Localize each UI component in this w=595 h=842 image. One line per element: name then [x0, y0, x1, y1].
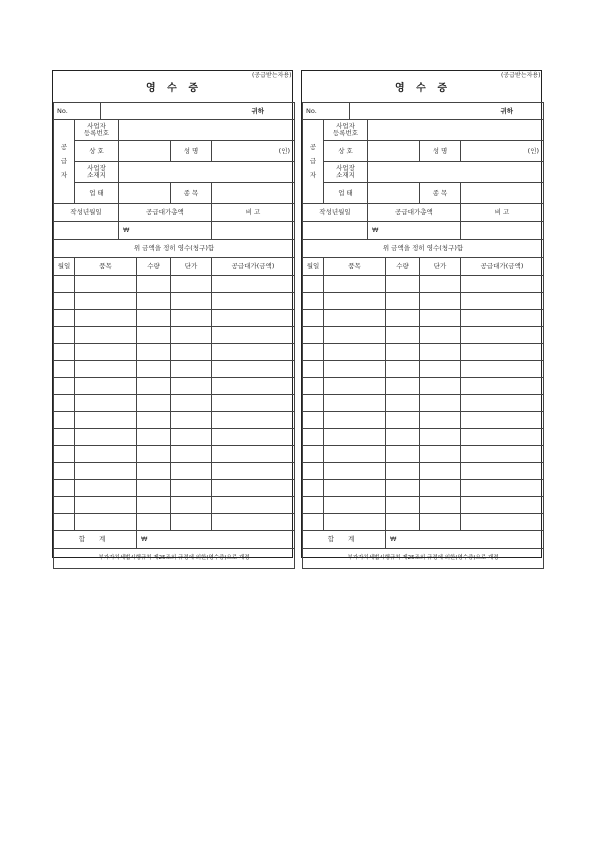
item-name-cell[interactable]: [324, 446, 386, 463]
item-name-cell[interactable]: [75, 361, 137, 378]
item-qty-cell[interactable]: [137, 497, 171, 514]
item-amount-cell[interactable]: [212, 361, 295, 378]
item-name-cell[interactable]: [324, 310, 386, 327]
item-unit-price-cell[interactable]: [420, 480, 461, 497]
item-qty-cell[interactable]: [386, 361, 420, 378]
item-row: [303, 276, 544, 293]
total-field[interactable]: ₩: [386, 531, 544, 549]
item-qty-cell[interactable]: [386, 480, 420, 497]
item-date-cell[interactable]: [303, 344, 324, 361]
item-unit-price-cell[interactable]: [171, 429, 212, 446]
item-date-cell[interactable]: [54, 446, 75, 463]
item-qty-cell[interactable]: [137, 344, 171, 361]
item-row: [303, 497, 544, 514]
item-row: [54, 395, 295, 412]
item-qty-cell[interactable]: [386, 446, 420, 463]
date-field[interactable]: [54, 222, 119, 240]
item-name-cell[interactable]: [324, 412, 386, 429]
item-amount-cell[interactable]: [212, 395, 295, 412]
item-unit-price-cell[interactable]: [171, 293, 212, 310]
item-amount-cell[interactable]: [212, 463, 295, 480]
item-date-cell[interactable]: [54, 429, 75, 446]
col-header-item: 품목: [75, 258, 137, 276]
item-name-cell[interactable]: [75, 463, 137, 480]
item-amount-cell[interactable]: [461, 344, 544, 361]
item-qty-cell[interactable]: [137, 412, 171, 429]
category-label: 종 목: [171, 183, 212, 204]
item-row: [303, 480, 544, 497]
item-qty-cell[interactable]: [386, 293, 420, 310]
col-header-qty: 수량: [386, 258, 420, 276]
item-date-cell[interactable]: [54, 497, 75, 514]
item-date-cell[interactable]: [54, 310, 75, 327]
item-row: [303, 429, 544, 446]
item-amount-cell[interactable]: [461, 276, 544, 293]
category-field[interactable]: [461, 183, 544, 204]
item-row: [54, 514, 295, 531]
item-qty-cell[interactable]: [386, 276, 420, 293]
item-date-cell[interactable]: [303, 463, 324, 480]
no-label: No.: [303, 103, 350, 120]
col-header-qty: 수량: [137, 258, 171, 276]
item-qty-cell[interactable]: [386, 395, 420, 412]
item-qty-cell[interactable]: [137, 276, 171, 293]
item-qty-cell[interactable]: [137, 378, 171, 395]
item-date-cell[interactable]: [54, 395, 75, 412]
date-field[interactable]: [303, 222, 368, 240]
address-label: 사업장 소재지: [324, 162, 368, 183]
item-date-cell[interactable]: [303, 429, 324, 446]
address-field[interactable]: [119, 162, 295, 183]
item-name-cell[interactable]: [324, 361, 386, 378]
name-label: 성 명: [171, 141, 212, 162]
item-qty-cell[interactable]: [386, 463, 420, 480]
item-unit-price-cell[interactable]: [420, 497, 461, 514]
receipt-table: [302, 71, 544, 569]
business-type-field[interactable]: [119, 183, 171, 204]
gwiha-label: 귀하: [101, 103, 295, 120]
item-amount-cell[interactable]: [212, 378, 295, 395]
category-label: 종 목: [420, 183, 461, 204]
item-unit-price-cell[interactable]: [420, 344, 461, 361]
item-qty-cell[interactable]: [137, 429, 171, 446]
copy-label: (공급받는자용): [501, 72, 541, 79]
item-amount-cell[interactable]: [461, 412, 544, 429]
item-amount-cell[interactable]: [461, 395, 544, 412]
item-row: [303, 378, 544, 395]
receipt-statement: 위 금액을 정히 영수(청구)함: [303, 240, 544, 258]
address-field[interactable]: [368, 162, 544, 183]
item-unit-price-cell[interactable]: [171, 497, 212, 514]
item-unit-price-cell[interactable]: [420, 514, 461, 531]
item-row: [54, 429, 295, 446]
item-name-cell[interactable]: [324, 429, 386, 446]
item-unit-price-cell[interactable]: [171, 276, 212, 293]
col-header-date: 월일: [303, 258, 324, 276]
item-unit-price-cell[interactable]: [420, 446, 461, 463]
item-unit-price-cell[interactable]: [171, 344, 212, 361]
items-header-row: [54, 258, 295, 276]
item-name-cell[interactable]: [324, 378, 386, 395]
item-row: [303, 412, 544, 429]
item-date-cell[interactable]: [54, 361, 75, 378]
receipt-left: [52, 70, 293, 561]
item-unit-price-cell[interactable]: [171, 395, 212, 412]
item-unit-price-cell[interactable]: [171, 310, 212, 327]
item-amount-cell[interactable]: [461, 480, 544, 497]
item-unit-price-cell[interactable]: [420, 395, 461, 412]
item-row: [303, 463, 544, 480]
item-name-cell[interactable]: [75, 276, 137, 293]
total-label: 합 계: [303, 531, 386, 549]
item-amount-cell[interactable]: [212, 480, 295, 497]
col-header-amount: 공급대가(금액): [461, 258, 544, 276]
item-date-cell[interactable]: [303, 276, 324, 293]
item-date-cell[interactable]: [303, 327, 324, 344]
item-date-cell[interactable]: [303, 310, 324, 327]
item-unit-price-cell[interactable]: [420, 293, 461, 310]
item-name-cell[interactable]: [324, 327, 386, 344]
item-date-cell[interactable]: [303, 412, 324, 429]
col-header-item: 품목: [324, 258, 386, 276]
receipt-title: 영 수 증: [395, 83, 451, 95]
item-date-cell[interactable]: [303, 361, 324, 378]
col-header-date: 월일: [54, 258, 75, 276]
item-amount-cell[interactable]: [212, 310, 295, 327]
amount-field[interactable]: ₩: [368, 222, 461, 240]
item-row: [54, 327, 295, 344]
item-qty-cell[interactable]: [386, 378, 420, 395]
item-name-cell[interactable]: [75, 412, 137, 429]
item-row: [54, 480, 295, 497]
item-qty-cell[interactable]: [386, 310, 420, 327]
item-amount-cell[interactable]: [461, 327, 544, 344]
seal-label[interactable]: (인): [212, 141, 295, 162]
item-name-cell[interactable]: [75, 497, 137, 514]
item-name-cell[interactable]: [75, 327, 137, 344]
item-amount-cell[interactable]: [461, 293, 544, 310]
item-unit-price-cell[interactable]: [171, 480, 212, 497]
item-amount-cell[interactable]: [212, 446, 295, 463]
item-qty-cell[interactable]: [386, 514, 420, 531]
item-date-cell[interactable]: [303, 293, 324, 310]
item-row: [303, 446, 544, 463]
item-date-cell[interactable]: [54, 480, 75, 497]
remarks-header: 비 고: [212, 204, 295, 222]
amount-header: 공급대가총액: [119, 204, 212, 222]
item-amount-cell[interactable]: [212, 327, 295, 344]
item-unit-price-cell[interactable]: [171, 446, 212, 463]
item-row: [303, 293, 544, 310]
company-label: 상 호: [75, 141, 119, 162]
remarks-field[interactable]: [212, 222, 295, 240]
item-unit-price-cell[interactable]: [420, 463, 461, 480]
seal-label[interactable]: (인): [461, 141, 544, 162]
item-amount-cell[interactable]: [461, 463, 544, 480]
item-name-cell[interactable]: [75, 310, 137, 327]
item-date-cell[interactable]: [303, 480, 324, 497]
item-row: [54, 446, 295, 463]
item-name-cell[interactable]: [324, 463, 386, 480]
remarks-header: 비 고: [461, 204, 544, 222]
reg-no-field[interactable]: [119, 120, 295, 141]
supplier-side-label: 공 급 자: [54, 120, 75, 204]
receipt-footer: 부가가치세법시행규칙 제25조의 규정에 의한(영수증)으로 개정: [54, 549, 295, 569]
item-qty-cell[interactable]: [137, 480, 171, 497]
date-header: 작성년월일: [303, 204, 368, 222]
item-date-cell[interactable]: [54, 378, 75, 395]
item-row: [54, 463, 295, 480]
item-row: [54, 497, 295, 514]
business-type-label: 업 태: [75, 183, 119, 204]
item-unit-price-cell[interactable]: [171, 412, 212, 429]
amount-header: 공급대가총액: [368, 204, 461, 222]
item-name-cell[interactable]: [75, 378, 137, 395]
item-name-cell[interactable]: [324, 497, 386, 514]
item-name-cell[interactable]: [324, 344, 386, 361]
company-field[interactable]: [119, 141, 171, 162]
total-label: 합 계: [54, 531, 137, 549]
item-qty-cell[interactable]: [386, 429, 420, 446]
item-row: [54, 361, 295, 378]
item-amount-cell[interactable]: [461, 429, 544, 446]
business-type-field[interactable]: [368, 183, 420, 204]
reg-no-label: 사업자 등록번호: [324, 120, 368, 141]
remarks-field[interactable]: [461, 222, 544, 240]
item-amount-cell[interactable]: [212, 497, 295, 514]
item-unit-price-cell[interactable]: [171, 463, 212, 480]
item-name-cell[interactable]: [324, 276, 386, 293]
item-unit-price-cell[interactable]: [420, 361, 461, 378]
category-field[interactable]: [212, 183, 295, 204]
item-unit-price-cell[interactable]: [171, 361, 212, 378]
item-row: [303, 310, 544, 327]
item-name-cell[interactable]: [324, 514, 386, 531]
item-qty-cell[interactable]: [137, 446, 171, 463]
item-date-cell[interactable]: [54, 514, 75, 531]
item-name-cell[interactable]: [75, 480, 137, 497]
item-qty-cell[interactable]: [137, 310, 171, 327]
item-unit-price-cell[interactable]: [420, 412, 461, 429]
item-qty-cell[interactable]: [137, 361, 171, 378]
item-date-cell[interactable]: [303, 446, 324, 463]
date-header: 작성년월일: [54, 204, 119, 222]
item-row: [54, 293, 295, 310]
address-label: 사업장 소재지: [75, 162, 119, 183]
item-unit-price-cell[interactable]: [171, 378, 212, 395]
col-header-unit-price: 단가: [420, 258, 461, 276]
item-name-cell[interactable]: [75, 395, 137, 412]
item-name-cell[interactable]: [324, 395, 386, 412]
item-date-cell[interactable]: [54, 327, 75, 344]
item-unit-price-cell[interactable]: [420, 310, 461, 327]
item-amount-cell[interactable]: [212, 514, 295, 531]
col-header-amount: 공급대가(금액): [212, 258, 295, 276]
item-qty-cell[interactable]: [386, 344, 420, 361]
item-qty-cell[interactable]: [386, 412, 420, 429]
item-date-cell[interactable]: [54, 463, 75, 480]
item-row: [54, 310, 295, 327]
items-body: [303, 276, 544, 531]
item-qty-cell[interactable]: [137, 463, 171, 480]
supplier-side-label: 공 급 자: [303, 120, 324, 204]
item-unit-price-cell[interactable]: [420, 327, 461, 344]
item-date-cell[interactable]: [303, 514, 324, 531]
item-amount-cell[interactable]: [212, 344, 295, 361]
item-row: [303, 344, 544, 361]
item-amount-cell[interactable]: [212, 276, 295, 293]
item-row: [303, 327, 544, 344]
copy-label: (공급받는자용): [252, 72, 292, 79]
gwiha-label: 귀하: [350, 103, 544, 120]
item-qty-cell[interactable]: [386, 327, 420, 344]
item-amount-cell[interactable]: [461, 361, 544, 378]
receipt-right: [301, 70, 542, 561]
item-date-cell[interactable]: [303, 497, 324, 514]
item-date-cell[interactable]: [303, 378, 324, 395]
item-qty-cell[interactable]: [137, 395, 171, 412]
item-date-cell[interactable]: [54, 344, 75, 361]
item-qty-cell[interactable]: [137, 293, 171, 310]
item-name-cell[interactable]: [75, 446, 137, 463]
item-date-cell[interactable]: [54, 293, 75, 310]
col-header-unit-price: 단가: [171, 258, 212, 276]
amount-field[interactable]: ₩: [119, 222, 212, 240]
name-label: 성 명: [420, 141, 461, 162]
item-unit-price-cell[interactable]: [171, 327, 212, 344]
item-name-cell[interactable]: [75, 293, 137, 310]
item-name-cell[interactable]: [324, 480, 386, 497]
item-name-cell[interactable]: [75, 344, 137, 361]
receipt-title: 영 수 증: [146, 83, 202, 95]
item-amount-cell[interactable]: [212, 429, 295, 446]
item-row: [54, 276, 295, 293]
item-name-cell[interactable]: [75, 514, 137, 531]
item-qty-cell[interactable]: [137, 327, 171, 344]
item-date-cell[interactable]: [54, 412, 75, 429]
item-row: [303, 361, 544, 378]
item-date-cell[interactable]: [54, 276, 75, 293]
item-row: [54, 412, 295, 429]
item-date-cell[interactable]: [303, 395, 324, 412]
receipt-statement: 위 금액을 정히 영수(청구)함: [54, 240, 295, 258]
item-row: [303, 514, 544, 531]
reg-no-label: 사업자 등록번호: [75, 120, 119, 141]
item-amount-cell[interactable]: [461, 497, 544, 514]
item-unit-price-cell[interactable]: [171, 514, 212, 531]
item-amount-cell[interactable]: [212, 293, 295, 310]
item-amount-cell[interactable]: [461, 310, 544, 327]
items-body: [54, 276, 295, 531]
item-row: [54, 378, 295, 395]
item-row: [303, 395, 544, 412]
reg-no-field[interactable]: [368, 120, 544, 141]
item-unit-price-cell[interactable]: [420, 276, 461, 293]
item-unit-price-cell[interactable]: [420, 429, 461, 446]
items-header-row: [303, 258, 544, 276]
item-qty-cell[interactable]: [137, 514, 171, 531]
company-label: 상 호: [324, 141, 368, 162]
company-field[interactable]: [368, 141, 420, 162]
item-qty-cell[interactable]: [386, 497, 420, 514]
no-label: No.: [54, 103, 101, 120]
item-amount-cell[interactable]: [212, 412, 295, 429]
business-type-label: 업 태: [324, 183, 368, 204]
item-name-cell[interactable]: [324, 293, 386, 310]
item-name-cell[interactable]: [75, 429, 137, 446]
receipt-footer: 부가가치세법시행규칙 제25조의 규정에 의한(영수증)으로 개정: [303, 549, 544, 569]
item-unit-price-cell[interactable]: [420, 378, 461, 395]
item-amount-cell[interactable]: [461, 514, 544, 531]
item-amount-cell[interactable]: [461, 446, 544, 463]
item-row: [54, 344, 295, 361]
total-field[interactable]: ₩: [137, 531, 295, 549]
receipt-table: [53, 71, 295, 569]
item-amount-cell[interactable]: [461, 378, 544, 395]
